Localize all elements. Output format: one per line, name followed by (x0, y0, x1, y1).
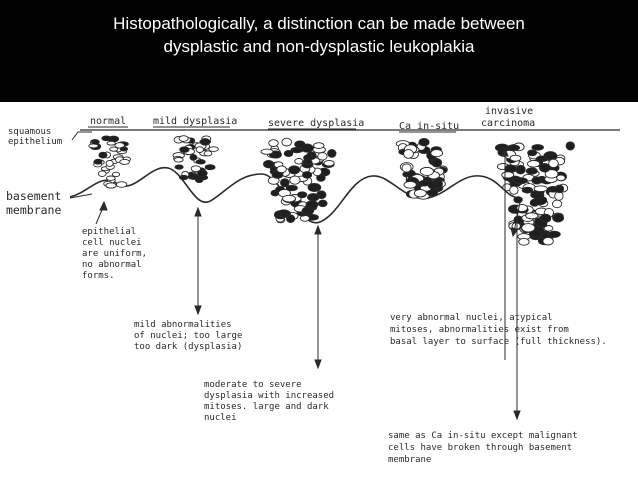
note-severe-line: mitoses. large and dark (204, 402, 329, 412)
note-invasive-line: same as Ca in-situ except malignant (388, 431, 578, 441)
arrow-mild (195, 208, 201, 314)
cell-nucleus (431, 150, 443, 157)
cell-nucleus (282, 138, 292, 146)
cell-nucleus (328, 150, 336, 158)
cell-nucleus (261, 149, 273, 154)
note-normal-line: epithelial (82, 227, 137, 237)
cell-nucleus (414, 190, 426, 197)
cell-nucleus (106, 160, 113, 166)
cell-nucleus (205, 165, 215, 170)
cell-nucleus (204, 151, 212, 156)
cell-nucleus (519, 238, 529, 245)
cell-nucleus (302, 207, 314, 215)
cell-nucleus (106, 183, 116, 188)
cell-nucleus (116, 182, 126, 188)
stage-label-normal: normal (90, 116, 127, 127)
note-invasive (388, 431, 578, 465)
cell-nucleus (314, 143, 324, 149)
title-bar (0, 0, 638, 102)
nuclei-cluster-cis (396, 139, 447, 200)
cell-nucleus (200, 139, 210, 146)
cell-nucleus (514, 178, 527, 184)
note-cis (390, 313, 607, 347)
cell-nucleus (510, 155, 521, 161)
cell-nucleus (555, 185, 564, 193)
label-squamous-1: squamous (8, 127, 52, 137)
cell-nucleus (120, 159, 130, 164)
cell-nucleus (278, 210, 290, 217)
cell-nucleus (175, 165, 183, 169)
note-cis-line: basal layer to surface (full thickness). (390, 337, 607, 347)
cell-nucleus (196, 160, 205, 164)
note-severe-line: moderate to severe (204, 380, 302, 390)
label-squamous-2: epithelium (8, 137, 63, 147)
cell-nucleus (522, 187, 532, 193)
cell-nucleus (196, 147, 203, 153)
note-normal-line: cell nuclei (82, 238, 142, 248)
note-normal-line: no abnormal (82, 260, 142, 270)
cell-nucleus (107, 141, 115, 145)
slide-title-line-2: dysplastic and non-dysplastic leukoplakia (163, 37, 475, 56)
cell-nucleus (534, 186, 547, 192)
note-mild-line: mild abnormalities (134, 320, 232, 330)
cell-nucleus (179, 136, 188, 142)
note-cis-line: very abnormal nuclei, atypical (390, 313, 553, 323)
cell-nucleus (180, 147, 189, 153)
cell-nucleus (420, 167, 433, 175)
slide-title-line-1: Histopathologically, a distinction can be made between (113, 14, 525, 33)
cell-nucleus (404, 150, 414, 159)
cell-nucleus (402, 164, 411, 172)
note-normal-line: forms. (82, 271, 115, 281)
cell-nucleus (98, 171, 106, 177)
cell-nucleus (566, 142, 574, 150)
cell-nucleus (94, 159, 102, 164)
cell-nucleus (298, 192, 307, 198)
dysplasia-diagram (0, 102, 638, 479)
cell-nucleus (507, 145, 520, 151)
cell-nucleus (179, 175, 188, 179)
cell-nucleus (419, 139, 429, 146)
stage-label-invasive-2: carcinoma (481, 118, 536, 129)
note-severe (204, 380, 334, 423)
cell-nucleus (269, 140, 279, 147)
cell-nucleus (198, 170, 208, 177)
cell-nucleus (528, 150, 537, 156)
cell-nucleus (303, 172, 312, 179)
cell-nucleus (289, 166, 300, 174)
cell-nucleus (428, 181, 437, 189)
cell-nucleus (303, 159, 312, 164)
cell-nucleus (527, 161, 539, 168)
stage-label-severe: severe dysplasia (268, 118, 365, 129)
cell-nucleus (174, 158, 183, 163)
note-severe-line: dysplasia with increased (204, 391, 335, 401)
cell-nucleus (540, 214, 550, 222)
arrow-normal (96, 202, 107, 224)
note-invasive-line: membrane (388, 455, 432, 465)
cell-nucleus (283, 195, 296, 202)
cell-nucleus (544, 152, 557, 160)
cell-nucleus (540, 164, 550, 173)
cell-nucleus (318, 153, 327, 160)
cell-nucleus (324, 160, 334, 166)
cell-nucleus (290, 176, 300, 184)
note-invasive-line: cells have broken through basement (388, 443, 573, 453)
cell-nucleus (404, 181, 416, 188)
stage-label-cis: Ca in-situ (399, 121, 460, 132)
cell-nucleus (526, 213, 538, 219)
cell-nucleus (510, 186, 518, 194)
note-normal (82, 227, 147, 281)
stage-label-mild: mild dysplasia (153, 116, 238, 127)
cell-nucleus (532, 177, 542, 184)
cell-nucleus (502, 172, 514, 178)
cell-nucleus (553, 214, 564, 222)
cell-nucleus (92, 140, 100, 145)
stage-label-invasive-1: invasive (485, 106, 534, 117)
cell-nucleus (99, 152, 107, 158)
cell-nucleus (301, 144, 313, 152)
cell-nucleus (505, 165, 517, 172)
note-mild (134, 320, 242, 352)
cell-nucleus (107, 176, 116, 180)
label-basement-2: membrane (6, 203, 62, 217)
cell-nucleus (543, 237, 553, 245)
note-normal-line: are uniform, (82, 249, 148, 259)
nuclei-cluster-severe (261, 138, 336, 223)
cell-nucleus (281, 179, 290, 187)
arrow-severe (315, 226, 321, 368)
nuclei-cluster-normal (89, 136, 131, 188)
cell-nucleus (548, 231, 560, 237)
cell-nucleus (277, 166, 287, 173)
cell-nucleus (532, 145, 544, 151)
cell-nucleus (514, 197, 523, 203)
cell-nucleus (553, 200, 562, 208)
cell-nucleus (209, 147, 219, 152)
cell-nucleus (557, 175, 566, 181)
diagram-canvas (0, 102, 638, 479)
cell-nucleus (549, 159, 559, 167)
label-basement-1: basement (6, 189, 62, 203)
cell-nucleus (319, 200, 328, 207)
cell-nucleus (190, 155, 197, 161)
cell-nucleus (120, 147, 127, 151)
note-severe-line: nuclei (204, 413, 237, 423)
cell-nucleus (526, 168, 537, 174)
cell-nucleus (522, 224, 535, 232)
note-cis-line: mitoses, abnormalities exist from (390, 325, 569, 335)
note-mild-line: of nuclei; too large (134, 331, 243, 341)
note-mild-line: too dark (dysplasia) (134, 342, 243, 352)
cell-nucleus (308, 194, 320, 201)
slide-title (0, 12, 638, 58)
squamous-bracket (72, 132, 92, 140)
